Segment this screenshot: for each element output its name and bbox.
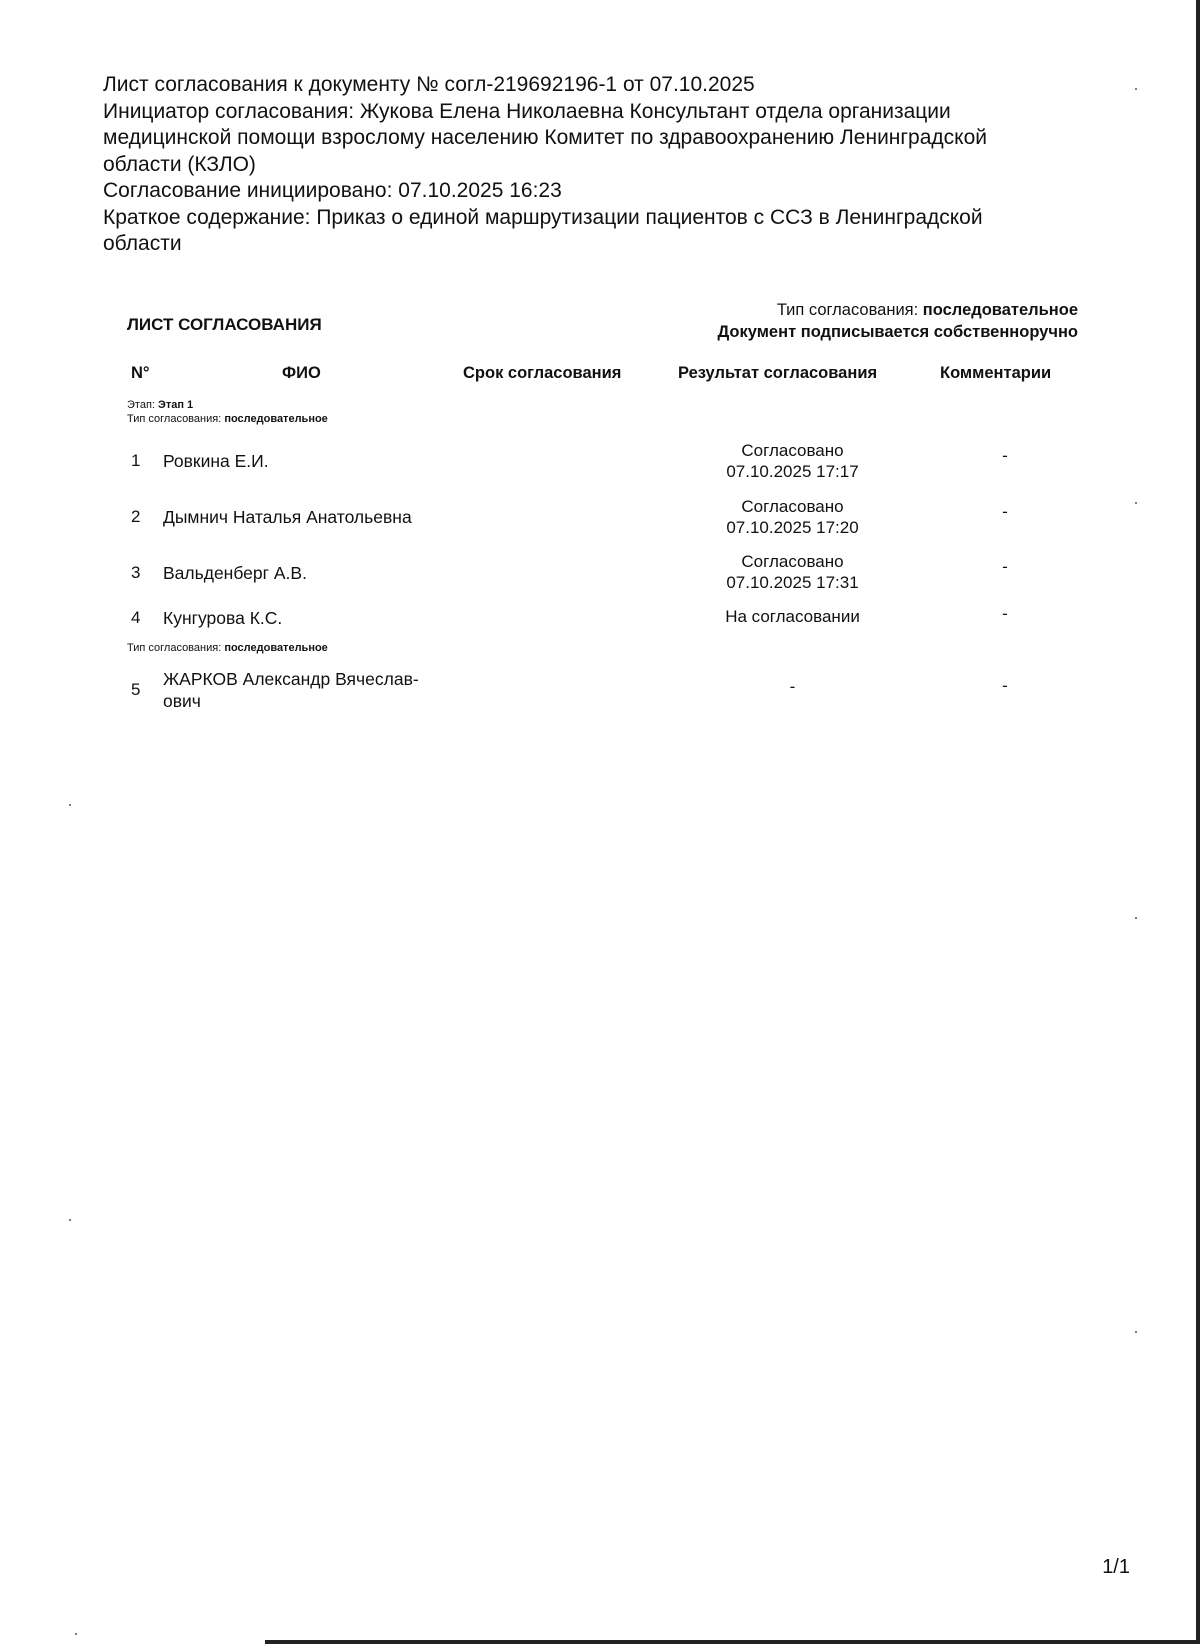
stage-type-label: Тип согласования: <box>127 413 222 425</box>
sign-note: Документ подписывается собственноручно <box>717 323 1078 341</box>
column-header-num: N° <box>131 364 150 382</box>
row-name-line: ович <box>163 691 201 711</box>
row-date: 07.10.2025 17:17 <box>726 462 859 481</box>
row-number: 3 <box>131 563 141 582</box>
stage-value: Этап 1 <box>158 399 194 411</box>
approval-type-value: последовательное <box>922 301 1078 319</box>
column-header-comments: Комментарии <box>940 364 1052 382</box>
approval-type <box>717 299 1078 321</box>
row-comment: - <box>1002 557 1008 576</box>
document-header <box>103 72 1103 258</box>
row-comment: - <box>1002 604 1008 623</box>
row-name: Вальденберг А.В. <box>163 563 307 583</box>
row-comment: - <box>1002 676 1008 695</box>
page-number: 1/1 <box>1102 1556 1130 1578</box>
row-number: 5 <box>131 680 141 699</box>
substage-type-value: последовательное <box>224 642 328 654</box>
row-status: Согласовано <box>741 497 844 516</box>
row-number: 2 <box>131 507 141 526</box>
scan-speck <box>1135 1331 1137 1333</box>
header-line: Согласование инициировано: 07.10.2025 16:23 <box>103 179 562 202</box>
stage-info <box>127 398 328 426</box>
row-status: Согласовано <box>741 552 844 571</box>
row-number: 1 <box>131 451 141 470</box>
column-header-result: Результат согласования <box>678 364 878 382</box>
row-status: Согласовано <box>741 441 844 460</box>
row-comment: - <box>1002 502 1008 521</box>
header-line: области <box>103 232 182 255</box>
column-header-deadline: Срок согласования <box>463 364 622 382</box>
substage-info <box>127 641 328 655</box>
sheet-meta <box>717 299 1078 343</box>
scan-speck <box>69 804 71 806</box>
row-status: На согласовании <box>725 607 860 626</box>
header-line: области (КЗЛО) <box>103 152 256 176</box>
row-date: 07.10.2025 17:20 <box>726 518 859 537</box>
scan-edge-bottom <box>265 1640 1200 1644</box>
stage-type-value: последовательное <box>224 413 328 425</box>
substage-type-label: Тип согласования: <box>127 642 222 654</box>
approval-type-label: Тип согласования: <box>776 301 919 319</box>
row-comment: - <box>1002 446 1008 465</box>
column-header-name: ФИО <box>282 364 321 382</box>
scan-speck <box>69 1219 71 1221</box>
scan-speck <box>75 1633 77 1635</box>
row-result <box>690 551 895 593</box>
row-name: Кунгурова К.С. <box>163 608 283 628</box>
sheet-title: ЛИСТ СОГЛАСОВАНИЯ <box>127 315 322 334</box>
row-name <box>163 668 453 712</box>
header-line: Инициатор согласования: Жукова Елена Николаевна Консультант отдела организации <box>103 99 951 123</box>
row-result <box>690 496 895 538</box>
scan-speck <box>1135 502 1137 504</box>
scan-edge-right <box>1196 0 1200 1644</box>
row-name: Дымнич Наталья Анатольевна <box>163 507 412 527</box>
header-line: Краткое содержание: Приказ о единой маршрутизации пациентов с ССЗ в Ленинградской <box>103 205 983 229</box>
row-result <box>690 440 895 482</box>
row-number: 4 <box>131 608 141 627</box>
row-result <box>690 606 895 627</box>
scan-speck <box>1135 88 1137 90</box>
row-result: - <box>789 677 796 696</box>
scan-speck <box>1135 917 1137 919</box>
row-name: Ровкина Е.И. <box>163 451 269 471</box>
header-line: Лист согласования к документу № согл-219692196-1 от 07.10.2025 <box>103 73 755 96</box>
header-line: медицинской помощи взрослому населению Комитет по здравоохранению Ленинградской <box>103 126 987 149</box>
row-name-line: ЖАРКОВ Александр Вячеслав- <box>163 669 419 689</box>
stage-label: Этап: <box>127 399 155 411</box>
row-date: 07.10.2025 17:31 <box>726 573 859 592</box>
